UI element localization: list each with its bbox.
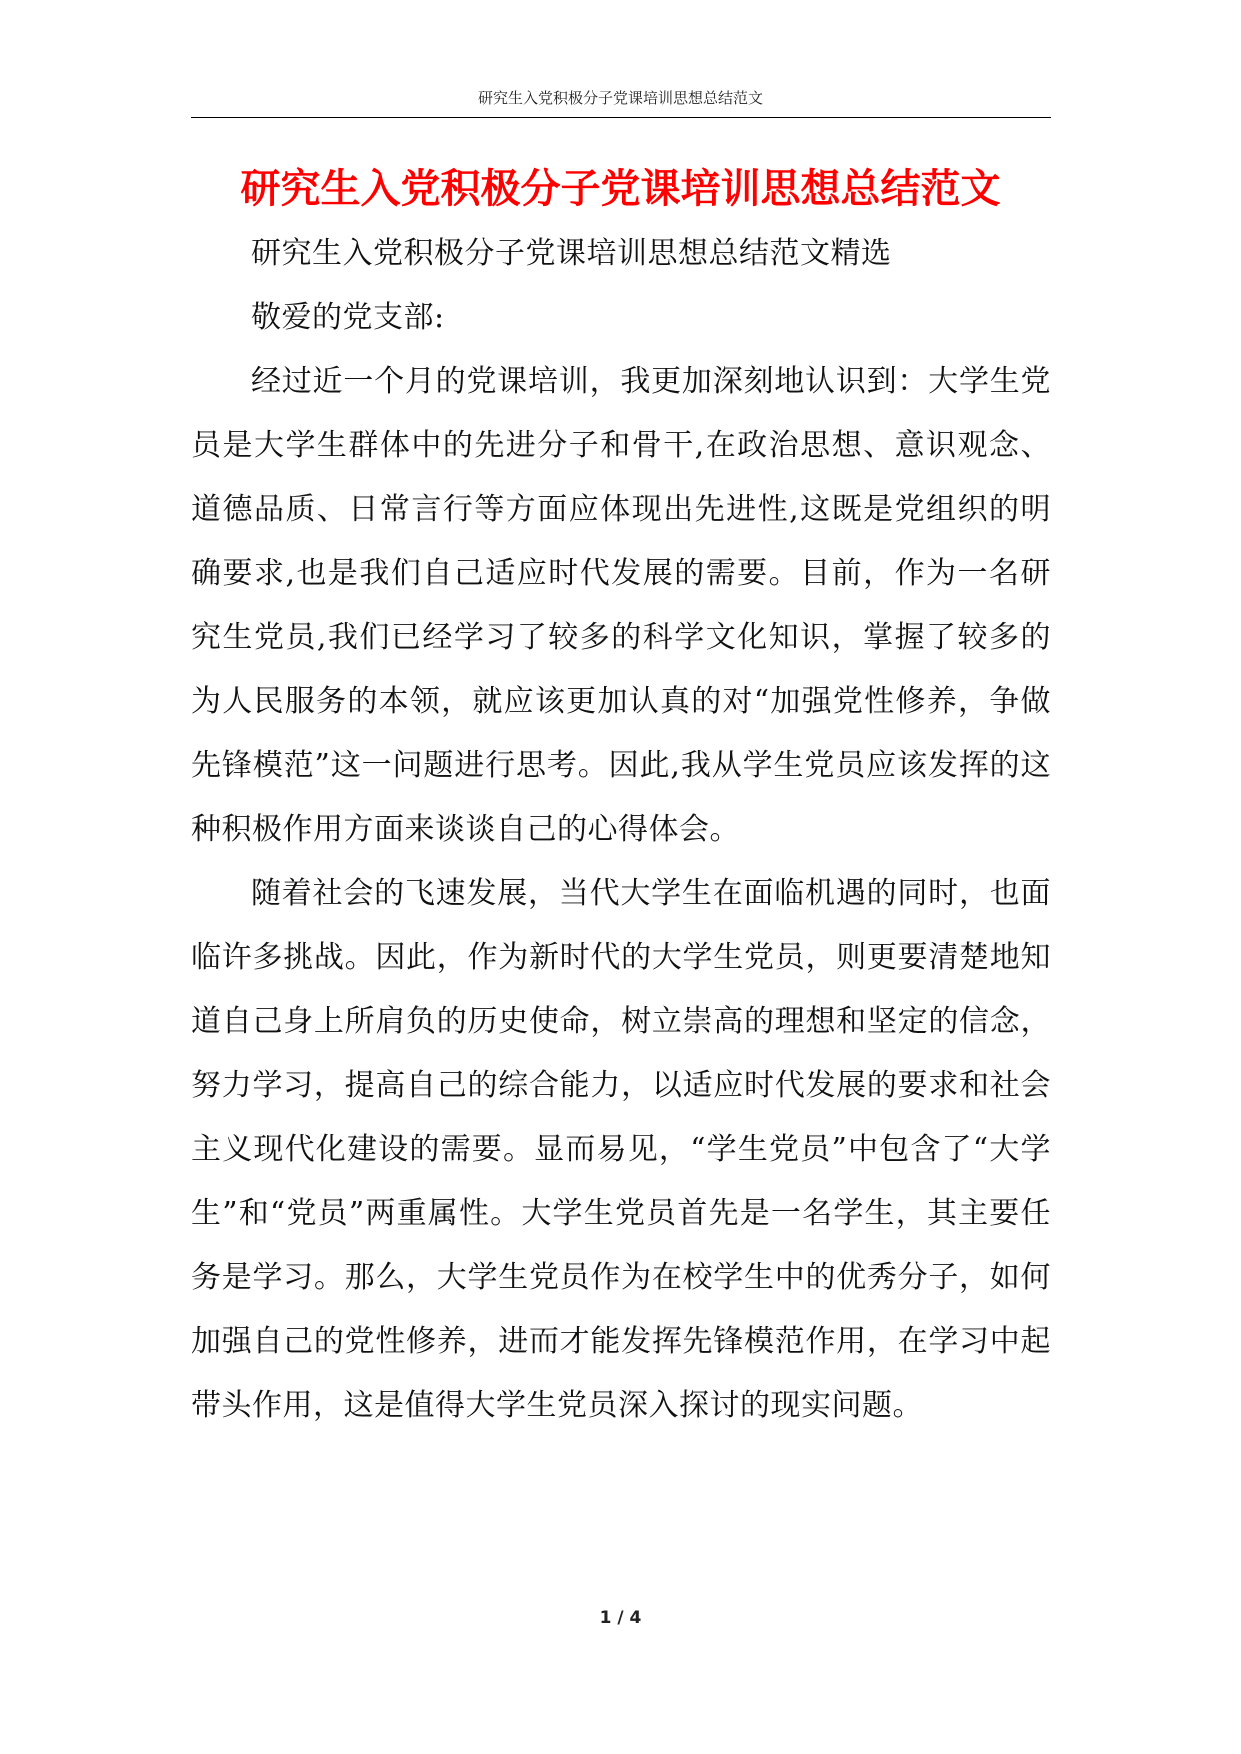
page-number: 1 / 4 xyxy=(599,1608,642,1628)
document-title: 研究生入党积极分子党课培训思想总结范文 xyxy=(240,165,1001,212)
body-paragraph: 随着社会的飞速发展，当代大学生在面临机遇的同时，也面临许多挑战。因此，作为新时代的大学生党员，则更要清楚地知道自己身上所肩负的历史使命，树立崇高的理想和坚定的信念，努力学习，提高自己的综合能力，以适应时代发展的要求和社会主义现代化建设的需要。显而易见，“学生党员”中包含了“大学生”和“党员”两重属性。大学生党员首先是一名学生，其主要任务是学习。那么，大学生党员作为在校学生中的优秀分子，如何加强自己的党性修养，进而才能发挥先锋模范作用，在学习中起带头作用，这是值得大学生党员深入探讨的现实问题。 xyxy=(191,876,1051,1423)
document-body xyxy=(191,222,1051,1438)
header-divider xyxy=(191,117,1051,118)
running-header: 研究生入党积极分子党课培训思想总结范文 xyxy=(477,89,763,107)
body-paragraph: 经过近一个月的党课培训，我更加深刻地认识到：大学生党员是大学生群体中的先进分子和骨干,在政治思想、意识观念、道德品质、日常言行等方面应体现出先进性,这既是党组织的明确要求,也是我们自己适应时代发展的需要。目前，作为一名研究生党员,我们已经学习了较多的科学文化知识，掌握了较多的为人民服务的本领，就应该更加认真的对“加强党性修养，争做先锋模范”这一问题进行思考。因此,我从学生党员应该发挥的这种积极作用方面来谈谈自己的心得体会。 xyxy=(191,364,1051,847)
subtitle-paragraph: 研究生入党积极分子党课培训思想总结范文精选 xyxy=(251,236,892,271)
salutation-paragraph: 敬爱的党支部: xyxy=(251,300,445,335)
